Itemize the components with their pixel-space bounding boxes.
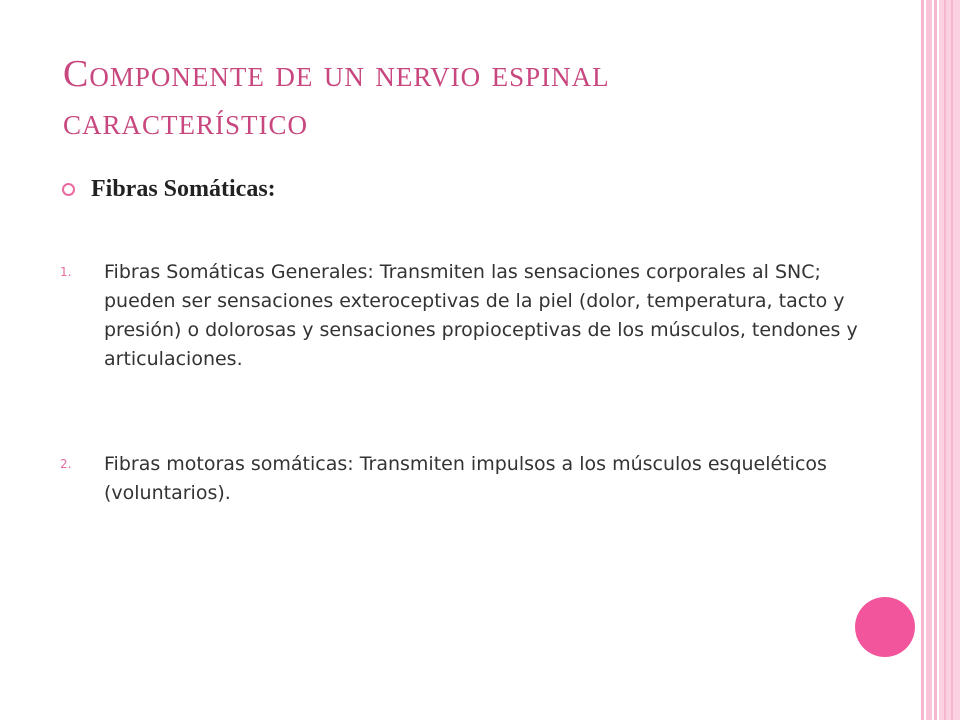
title-line-1: Componente de un nervio espinal	[63, 53, 610, 95]
decorative-circle	[855, 597, 915, 657]
title-line-2: característico	[63, 101, 309, 143]
decorative-stripe	[926, 0, 932, 720]
section-heading: Fibras Somáticas:	[91, 176, 276, 202]
decorative-stripe	[934, 0, 937, 720]
decorative-stripe	[944, 0, 946, 720]
decorative-stripe	[921, 0, 924, 720]
ring-bullet-icon	[62, 183, 75, 196]
decorative-stripe	[939, 0, 960, 720]
heading-bullet	[62, 176, 276, 203]
list-item	[60, 258, 864, 374]
slide-title	[63, 50, 823, 146]
decorative-stripe	[951, 0, 953, 720]
list-number: 1.	[60, 265, 72, 279]
list-text: Fibras Somáticas Generales: Transmiten las sensaciones corporales al SNC; pueden ser sensaciones exteroceptivas de la piel (dolor, temperatura, tacto y presión) o dolorosas y sensaciones propioceptivas de los músculos, tendones y articulaciones.	[104, 261, 858, 370]
list-number: 2.	[60, 457, 72, 471]
list-text: Fibras motoras somáticas: Transmiten impulsos a los músculos esqueléticos (voluntarios).	[104, 453, 827, 504]
list-item	[60, 450, 864, 508]
